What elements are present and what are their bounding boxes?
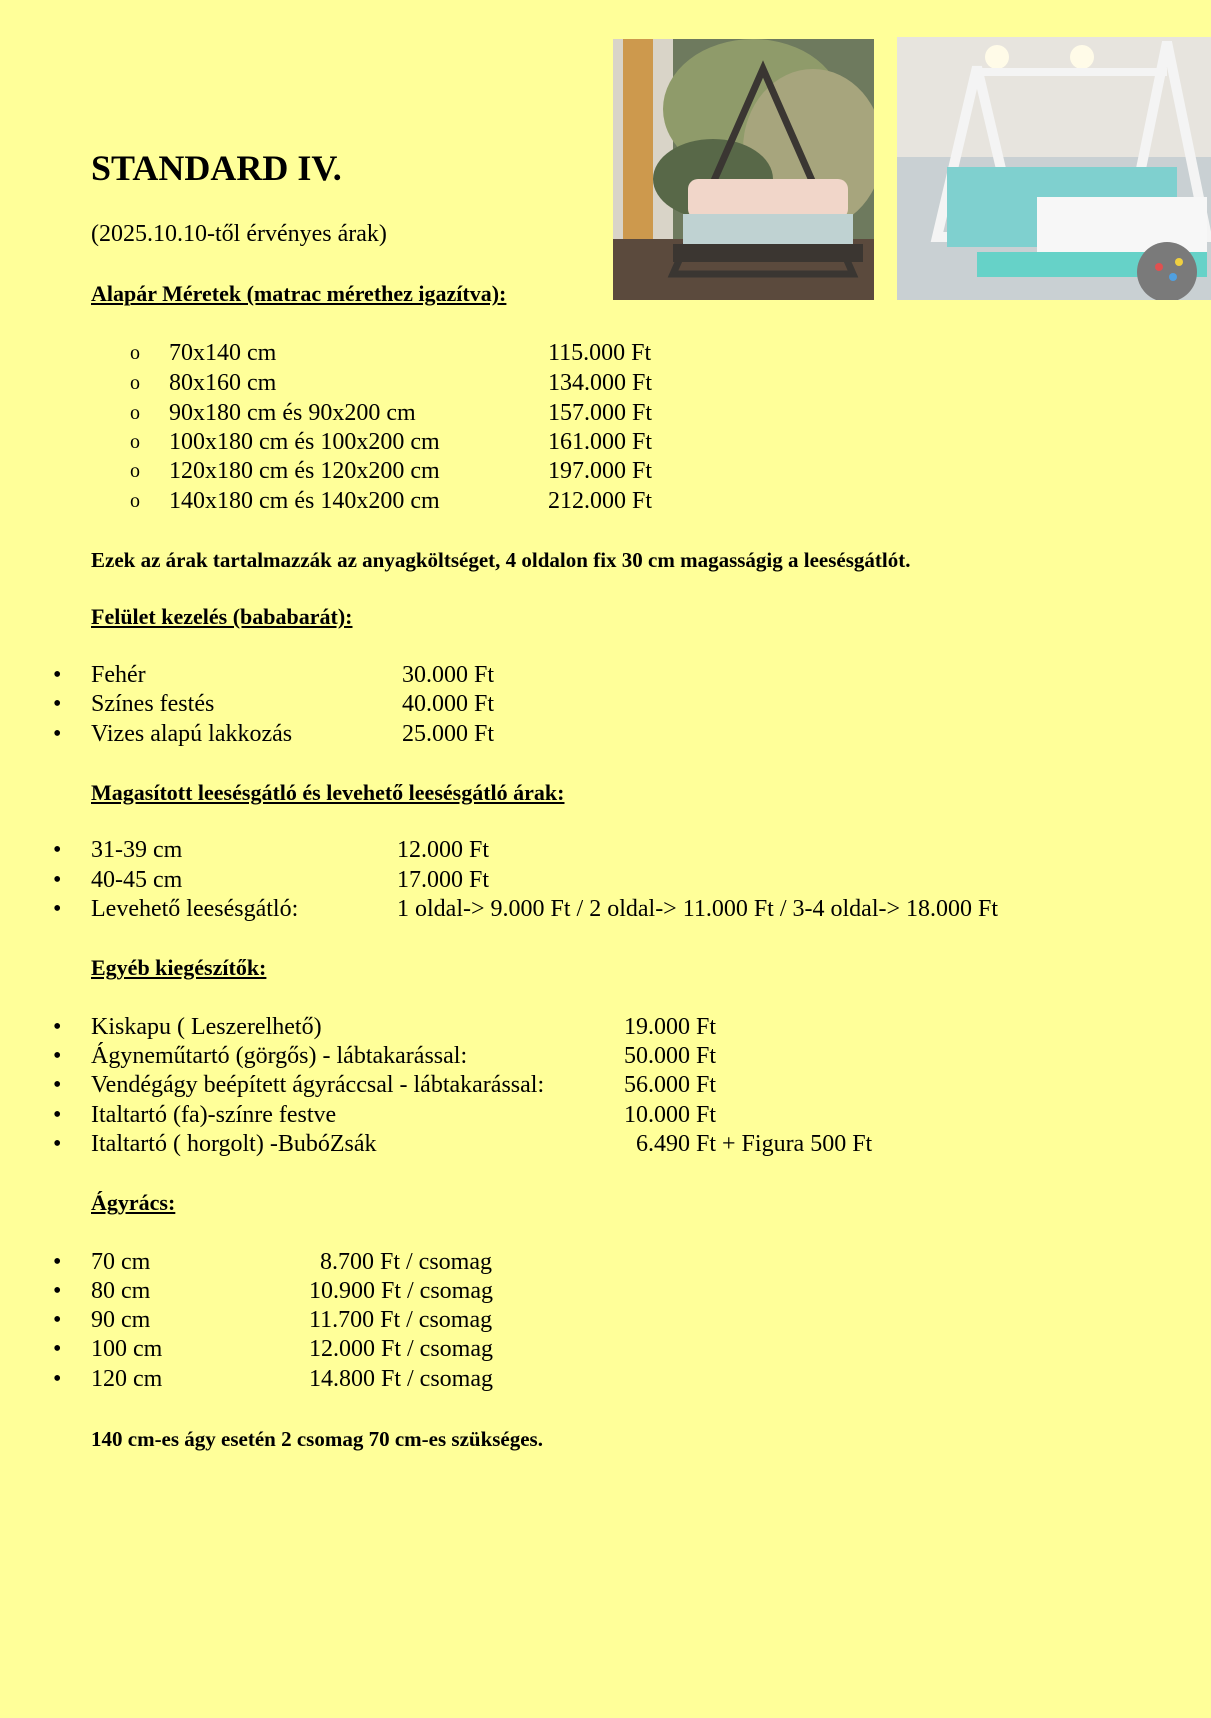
bullet-dot: • xyxy=(53,691,62,717)
slat-price: 14.800 Ft / csomag xyxy=(309,1366,493,1392)
bullet-dot: • xyxy=(53,662,62,688)
surface-heading: Felület kezelés (bababarát): xyxy=(91,604,353,629)
surface-label: Fehér xyxy=(91,662,146,688)
extra-label: Kiskapu ( Leszerelhető) xyxy=(91,1014,322,1040)
rail-price: 17.000 Ft xyxy=(397,867,490,893)
extra-label: Italtartó (fa)-színre festve xyxy=(91,1102,337,1128)
bullet-circle: o xyxy=(130,490,140,512)
size-label: 120x180 cm és 120x200 cm xyxy=(169,458,440,484)
size-price: 115.000 Ft xyxy=(548,340,652,366)
slat-label: 100 cm xyxy=(91,1336,163,1362)
base-note: Ezek az árak tartalmazzák az anyagköltséget, 4 oldalon fix 30 cm magasságig a leesésgátlót. xyxy=(91,548,911,572)
rail-price: 1 oldal-> 9.000 Ft / 2 oldal-> 11.000 Ft / 3-4 oldal-> 18.000 Ft xyxy=(397,896,999,922)
bullet-dot: • xyxy=(53,1131,62,1157)
size-price: 157.000 Ft xyxy=(548,400,653,426)
slat-price: 10.900 Ft / csomag xyxy=(309,1278,493,1304)
bullet-dot: • xyxy=(53,1102,62,1128)
bullet-dot: • xyxy=(53,1249,62,1275)
size-price: 197.000 Ft xyxy=(548,458,653,484)
size-price: 134.000 Ft xyxy=(548,370,653,396)
extra-price: 50.000 Ft xyxy=(624,1043,717,1069)
bullet-circle: o xyxy=(130,460,140,482)
slat-label: 120 cm xyxy=(91,1366,163,1392)
rail-label: Levehető leesésgátló: xyxy=(91,896,299,922)
surface-price: 25.000 Ft xyxy=(402,721,495,747)
slats-heading: Ágyrács: xyxy=(91,1190,176,1215)
size-price: 161.000 Ft xyxy=(548,429,653,455)
slat-price: 12.000 Ft / csomag xyxy=(309,1336,493,1362)
slat-price: 11.700 Ft / csomag xyxy=(309,1307,493,1333)
rails-heading: Magasított leesésgátló és levehető leesésgátló árak: xyxy=(91,780,565,805)
surface-label: Vizes alapú lakkozás xyxy=(91,721,293,747)
surface-label: Színes festés xyxy=(91,691,215,717)
slat-label: 80 cm xyxy=(91,1278,151,1304)
slats-note: 140 cm-es ágy esetén 2 csomag 70 cm-es szükséges. xyxy=(91,1427,543,1451)
extra-price: 56.000 Ft xyxy=(624,1072,717,1098)
bullet-circle: o xyxy=(130,402,140,424)
page-title: STANDARD IV. xyxy=(91,148,342,188)
size-label: 100x180 cm és 100x200 cm xyxy=(169,429,440,455)
extra-price: 6.490 Ft + Figura 500 Ft xyxy=(636,1131,873,1157)
size-label: 80x160 cm xyxy=(169,370,277,396)
extra-price: 10.000 Ft xyxy=(624,1102,717,1128)
bullet-dot: • xyxy=(53,1278,62,1304)
bullet-dot: • xyxy=(53,1307,62,1333)
bed-photo-jungle xyxy=(613,39,874,300)
extra-label: Vendégágy beépített ágyráccsal - lábtakarással: xyxy=(91,1072,545,1098)
size-label: 140x180 cm és 140x200 cm xyxy=(169,488,440,514)
rail-label: 40-45 cm xyxy=(91,867,183,893)
bullet-circle: o xyxy=(130,431,140,453)
bullet-dot: • xyxy=(53,1043,62,1069)
bullet-dot: • xyxy=(53,1014,62,1040)
rail-label: 31-39 cm xyxy=(91,837,183,863)
slat-price: 8.700 Ft / csomag xyxy=(320,1249,492,1275)
base-heading: Alapár Méretek (matrac mérethez igazítva): xyxy=(91,281,507,306)
extra-label: Ágyneműtartó (görgős) - lábtakarással: xyxy=(91,1043,468,1069)
surface-price: 40.000 Ft xyxy=(402,691,495,717)
extras-heading: Egyéb kiegészítők: xyxy=(91,955,267,980)
extra-label: Italtartó ( horgolt) -BubóZsák xyxy=(91,1131,377,1157)
size-price: 212.000 Ft xyxy=(548,488,653,514)
bullet-dot: • xyxy=(53,1366,62,1392)
slat-label: 70 cm xyxy=(91,1249,151,1275)
bullet-dot: • xyxy=(53,721,62,747)
extra-price: 19.000 Ft xyxy=(624,1014,717,1040)
bullet-dot: • xyxy=(53,896,62,922)
bed-photo-white xyxy=(897,37,1211,300)
bullet-dot: • xyxy=(53,1072,62,1098)
size-label: 70x140 cm xyxy=(169,340,277,366)
size-label: 90x180 cm és 90x200 cm xyxy=(169,400,416,426)
slat-label: 90 cm xyxy=(91,1307,151,1333)
bullet-dot: • xyxy=(53,1336,62,1362)
bullet-circle: o xyxy=(130,372,140,394)
bullet-circle: o xyxy=(130,342,140,364)
surface-price: 30.000 Ft xyxy=(402,662,495,688)
bullet-dot: • xyxy=(53,837,62,863)
validity-text: (2025.10.10-től érvényes árak) xyxy=(91,221,387,247)
rail-price: 12.000 Ft xyxy=(397,837,490,863)
bullet-dot: • xyxy=(53,867,62,893)
